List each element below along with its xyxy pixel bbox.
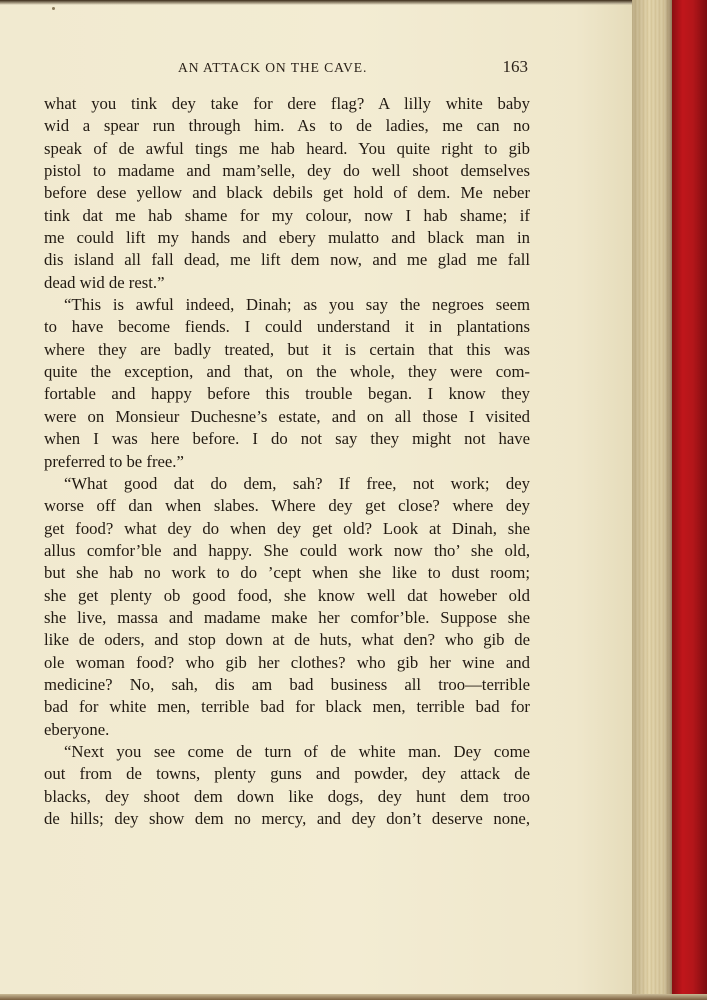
text-line: de hills; dey show dem no mercy, and dey don’t deserve none, bbox=[44, 809, 530, 828]
text-line: out from de towns, plenty guns and powder, dey attack de bbox=[44, 764, 530, 784]
text-line: eberyone. bbox=[44, 719, 110, 739]
text-line: to have become fiends. I could understand it in plantations bbox=[44, 317, 530, 337]
text-line: blacks, dey shoot dem down like dogs, dey hunt dem troo bbox=[44, 786, 530, 806]
text-line: but she hab no work to do ’cept when she like to dust room; bbox=[44, 563, 530, 583]
text-line: dis island all fall dead, me lift dem now, and me glad me fall bbox=[44, 250, 530, 270]
text-line: bad for white men, terrible bad for black men, terrible bad for bbox=[44, 697, 530, 717]
text-line: me could lift my hands and ebery mulatto and black man in bbox=[44, 228, 530, 248]
page-number: 163 bbox=[502, 57, 528, 76]
page-header bbox=[44, 58, 530, 80]
text-line: were on Monsieur Duchesne’s estate, and on all those I visited bbox=[44, 406, 530, 426]
text-line: fortable and happy before this trouble began. I know they bbox=[44, 384, 530, 404]
text-line: pistol to madame and mam’selle, dey do well shoot demselves bbox=[44, 161, 530, 181]
body-text bbox=[44, 93, 530, 830]
bottom-edge bbox=[0, 994, 707, 1000]
text-line: quite the exception, and that, on the whole, they were com- bbox=[44, 362, 530, 382]
text-line: “Next you see come de turn of de white man. Dey come bbox=[64, 741, 530, 761]
red-book-cover bbox=[672, 0, 707, 1000]
text-line: dead wid de rest.” bbox=[44, 272, 165, 292]
text-line: what you tink dey take for dere flag? A lilly white baby bbox=[44, 94, 530, 113]
running-head: AN ATTACK ON THE CAVE. bbox=[178, 60, 368, 75]
top-edge-shadow bbox=[0, 0, 640, 5]
text-line: she get plenty ob good food, she know well dat howeber old bbox=[44, 585, 530, 605]
text-line: “This is awful indeed, Dinah; as you say the negroes seem bbox=[64, 295, 530, 315]
text-line: medicine? No, sah, dis am bad business all troo—terrible bbox=[44, 674, 530, 694]
text-line: preferred to be free.” bbox=[44, 451, 184, 471]
text-line: before dese yellow and black debils get hold of dem. Me neber bbox=[44, 183, 530, 203]
text-line: speak of de awful tings me hab heard. You quite right to gib bbox=[44, 138, 530, 158]
text-line: “What good dat do dem, sah? If free, not work; dey bbox=[64, 473, 530, 493]
text-line: like de oders, and stop down at de huts, what den? who gib de bbox=[44, 630, 530, 650]
text-line: tink dat me hab shame for my colour, now I hab shame; if bbox=[44, 205, 530, 225]
text-line: ole woman food? who gib her clothes? who gib her wine and bbox=[44, 652, 530, 672]
text-line: she live, massa and madame make her comfor’ble. Suppose she bbox=[44, 607, 530, 627]
text-line: wid a spear run through him. As to de ladies, me can no bbox=[44, 116, 530, 136]
text-line: allus comfor’ble and happy. She could work now tho’ she old, bbox=[44, 540, 530, 560]
text-line: when I was here before. I do not say they might not have bbox=[44, 429, 530, 449]
text-line: get food? what dey do when dey get old? Look at Dinah, she bbox=[44, 518, 530, 538]
page-speck bbox=[52, 7, 55, 10]
text-line: where they are badly treated, but it is certain that this was bbox=[44, 339, 530, 359]
text-line: worse off dan when slabes. Where dey get close? where dey bbox=[44, 496, 530, 516]
